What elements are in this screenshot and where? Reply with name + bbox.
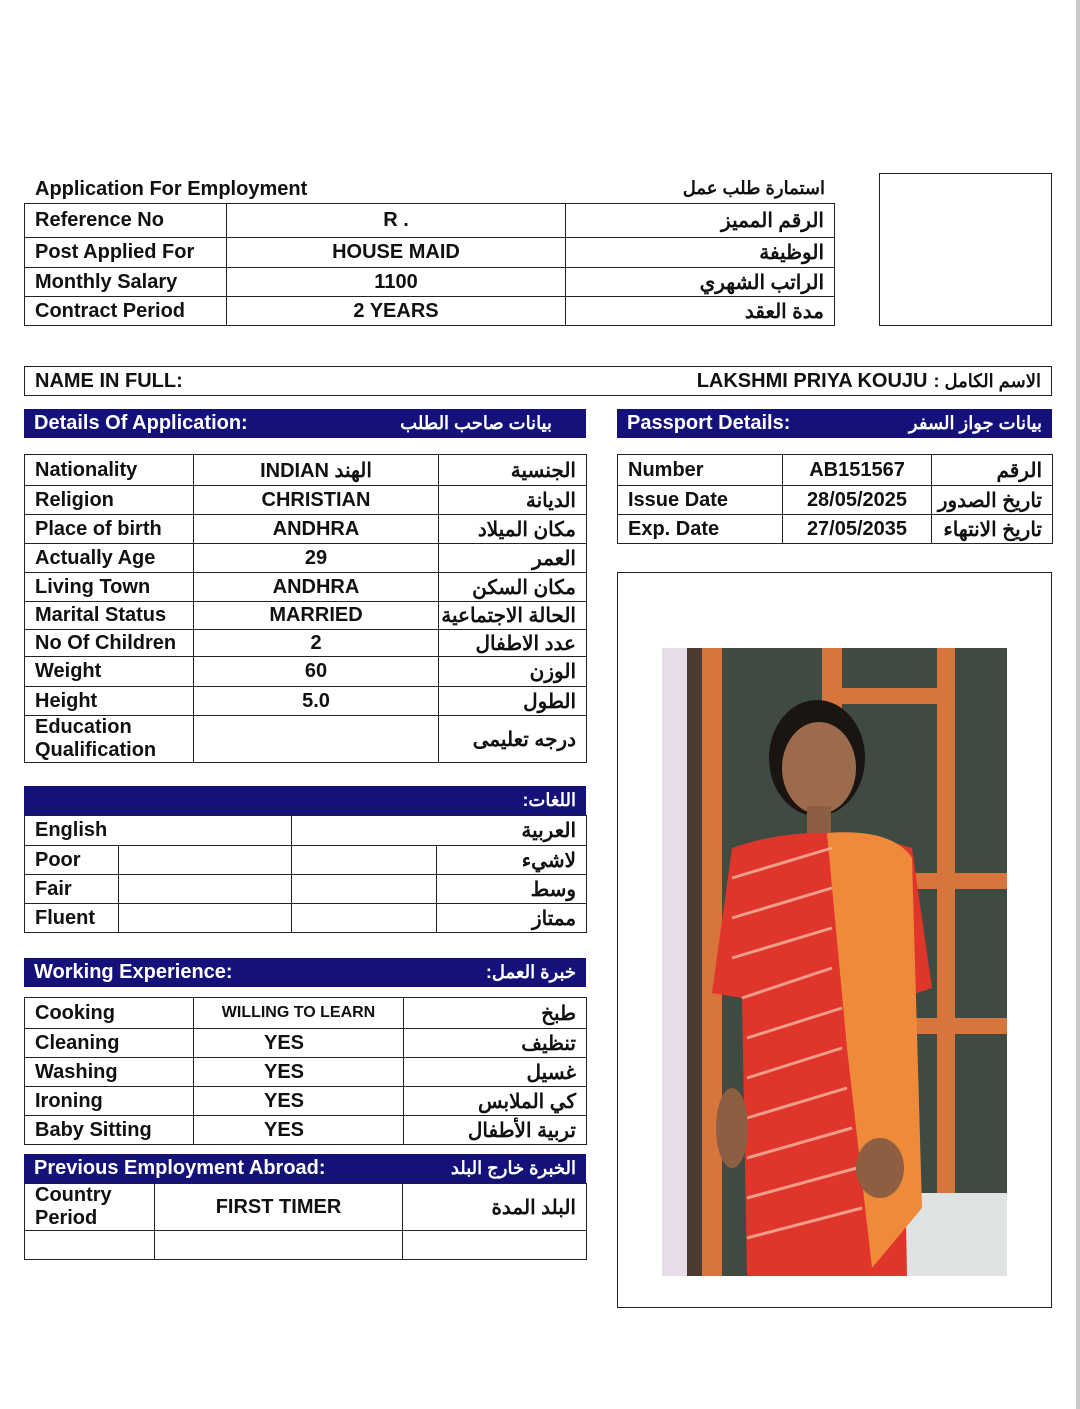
- table-row: [25, 716, 587, 763]
- passport-header: [617, 409, 1052, 438]
- education-value: [194, 716, 439, 763]
- field-label: Weight: [25, 657, 194, 687]
- level-label-ar: وسط: [437, 875, 587, 904]
- english-label: English: [25, 816, 292, 846]
- contract-value: 2 YEARS: [227, 297, 566, 326]
- table-row: [25, 573, 587, 602]
- table-row: [25, 602, 587, 630]
- period-label: Period: [35, 1207, 98, 1229]
- field-label-ar: مدة العقد: [566, 297, 835, 326]
- field-label-ar: درجه تعليمى: [439, 716, 587, 763]
- abroad-value: FIRST TIMER: [155, 1184, 403, 1231]
- experience-header: [24, 958, 586, 987]
- field-label: Living Town: [25, 573, 194, 602]
- scrollbar[interactable]: [1076, 0, 1080, 1409]
- empty-cell: [25, 1231, 155, 1260]
- table-row: [25, 297, 835, 326]
- passport-table: [617, 454, 1053, 544]
- marital-status-value: MARRIED: [194, 602, 439, 630]
- religion-value: CHRISTIAN: [194, 486, 439, 515]
- empty-cell: [155, 1231, 403, 1260]
- field-label: Place of birth: [25, 515, 194, 544]
- skill-label: Baby Sitting: [25, 1116, 194, 1145]
- field-label-ar: الجنسية: [439, 455, 587, 486]
- table-row: [618, 515, 1053, 544]
- skill-label: Cleaning: [25, 1029, 194, 1058]
- baby-sitting-value: YES: [194, 1116, 404, 1145]
- skill-label-ar: طبخ: [404, 998, 587, 1029]
- arabic-poor-cell: [292, 846, 437, 875]
- experience-header-ar: خبرة العمل:: [485, 962, 576, 982]
- washing-value: YES: [194, 1058, 404, 1087]
- languages-table: [24, 815, 587, 933]
- skill-label: Cooking: [25, 998, 194, 1029]
- abroad-table: [24, 1183, 587, 1260]
- field-label: Contract Period: [25, 297, 227, 326]
- field-label-ar: تاريخ الانتهاء: [932, 515, 1053, 544]
- table-row: [25, 846, 587, 875]
- field-label-ar: الوزن: [439, 657, 587, 687]
- ironing-value: YES: [194, 1087, 404, 1116]
- field-label-ar: الوظيفة: [566, 238, 835, 268]
- field-label: Reference No: [25, 204, 227, 238]
- field-label: Height: [25, 687, 194, 716]
- table-row: [25, 268, 835, 297]
- abroad-header: [24, 1154, 586, 1183]
- arabic-fluent-cell: [292, 904, 437, 933]
- details-header-en: Details Of Application:: [34, 412, 248, 434]
- field-label-ar: الرقم: [932, 455, 1053, 486]
- table-row: [25, 1116, 587, 1145]
- height-value: 5.0: [194, 687, 439, 716]
- table-row: [25, 544, 587, 573]
- issue-date-value: 28/05/2025: [783, 486, 932, 515]
- passport-header-ar: بيانات جواز السفر: [908, 413, 1042, 433]
- abroad-header-ar: الخبرة خارج البلد: [450, 1158, 576, 1178]
- languages-header: [24, 786, 586, 815]
- form-title-ar: استمارة طلب عمل: [682, 178, 825, 198]
- field-label-ar: الراتب الشهري: [566, 268, 835, 297]
- passport-header-en: Passport Details:: [627, 412, 791, 434]
- skill-label-ar: كي الملابس: [404, 1087, 587, 1116]
- cooking-value: WILLING TO LEARN: [194, 998, 404, 1029]
- name-label-en: NAME IN FULL:: [35, 369, 183, 392]
- languages-header-ar: اللغات:: [522, 790, 576, 810]
- english-fair-cell: [119, 875, 292, 904]
- field-label-ar: الرقم المميز: [566, 204, 835, 238]
- table-row: [25, 204, 835, 238]
- table-row: [25, 904, 587, 933]
- field-label-ar: تاريخ الصدور: [932, 486, 1053, 515]
- name-label-ar: الاسم الكامل :: [933, 370, 1041, 391]
- form-title-en: Application For Employment: [35, 178, 308, 200]
- table-row: [25, 630, 587, 657]
- top-info-table: [24, 203, 835, 326]
- table-row: [25, 687, 587, 716]
- field-label: Religion: [25, 486, 194, 515]
- field-label-line: Education: [35, 716, 132, 738]
- age-value: 29: [194, 544, 439, 573]
- table-row: [25, 657, 587, 687]
- table-row: [25, 486, 587, 515]
- field-label: No Of Children: [25, 630, 194, 657]
- field-label: Post Applied For: [25, 238, 227, 268]
- field-label: [25, 716, 194, 763]
- cleaning-value: YES: [194, 1029, 404, 1058]
- field-label-ar: عدد الاطفال: [439, 630, 587, 657]
- applicant-photo-illustration: [662, 648, 1007, 1276]
- field-label-ar: الديانة: [439, 486, 587, 515]
- level-label: Poor: [25, 846, 119, 875]
- field-label: Actually Age: [25, 544, 194, 573]
- details-header-ar: بيانات صاحب الطلب: [400, 413, 552, 433]
- arabic-label: العربية: [292, 816, 587, 846]
- children-value: 2: [194, 630, 439, 657]
- field-label: Monthly Salary: [25, 268, 227, 297]
- level-label: Fair: [25, 875, 119, 904]
- skill-label: Ironing: [25, 1087, 194, 1116]
- abroad-header-en: Previous Employment Abroad:: [34, 1157, 326, 1179]
- field-label-ar: مكان السكن: [439, 573, 587, 602]
- table-row: [618, 455, 1053, 486]
- passport-number-value: AB151567: [783, 455, 932, 486]
- reference-no-value: R .: [227, 204, 566, 238]
- table-row: [25, 1058, 587, 1087]
- field-label-ar: الحالة الاجتماعية: [439, 602, 587, 630]
- field-label: Number: [618, 455, 783, 486]
- skill-label-ar: تربية الأطفال: [404, 1116, 587, 1145]
- table-row: [25, 816, 587, 846]
- name-value: LAKSHMI PRIYA KOUJU: [696, 369, 928, 392]
- table-row: [25, 875, 587, 904]
- table-row: [25, 1184, 587, 1231]
- applicant-photo: [662, 648, 1007, 1276]
- place-of-birth-value: ANDHRA: [194, 515, 439, 544]
- skill-label-ar: تنظيف: [404, 1029, 587, 1058]
- level-label-ar: ممتاز: [437, 904, 587, 933]
- details-table: [24, 454, 587, 763]
- field-label-ar: الطول: [439, 687, 587, 716]
- country-period-label: [25, 1184, 155, 1231]
- skill-label: Washing: [25, 1058, 194, 1087]
- english-poor-cell: [119, 846, 292, 875]
- abroad-label-ar: البلد المدة: [403, 1184, 587, 1231]
- table-row: [618, 486, 1053, 515]
- level-label: Fluent: [25, 904, 119, 933]
- table-row: [25, 1029, 587, 1058]
- details-header: [24, 409, 586, 438]
- level-label-ar: لاشيء: [437, 846, 587, 875]
- table-row: [25, 1231, 587, 1260]
- nationality-value: INDIAN الهند: [194, 455, 439, 486]
- table-row: [25, 998, 587, 1029]
- weight-value: 60: [194, 657, 439, 687]
- experience-header-en: Working Experience:: [34, 961, 233, 983]
- arabic-fair-cell: [292, 875, 437, 904]
- country-label: Country: [35, 1184, 112, 1206]
- field-label: Issue Date: [618, 486, 783, 515]
- field-label-ar: العمر: [439, 544, 587, 573]
- field-label: Marital Status: [25, 602, 194, 630]
- field-label-line: Qualification: [35, 739, 157, 761]
- skill-label-ar: غسيل: [404, 1058, 587, 1087]
- expiry-date-value: 27/05/2035: [783, 515, 932, 544]
- table-row: [25, 238, 835, 268]
- table-row: [25, 1087, 587, 1116]
- field-label: Exp. Date: [618, 515, 783, 544]
- field-label: Nationality: [25, 455, 194, 486]
- name-in-full-box: [24, 366, 1052, 396]
- salary-value: 1100: [227, 268, 566, 297]
- empty-cell: [403, 1231, 587, 1260]
- table-row: [25, 455, 587, 486]
- table-row: [25, 515, 587, 544]
- english-fluent-cell: [119, 904, 292, 933]
- field-label-ar: مكان الميلاد: [439, 515, 587, 544]
- photo-placeholder-box: [879, 173, 1052, 326]
- living-town-value: ANDHRA: [194, 573, 439, 602]
- post-value: HOUSE MAID: [227, 238, 566, 268]
- experience-table: [24, 997, 587, 1145]
